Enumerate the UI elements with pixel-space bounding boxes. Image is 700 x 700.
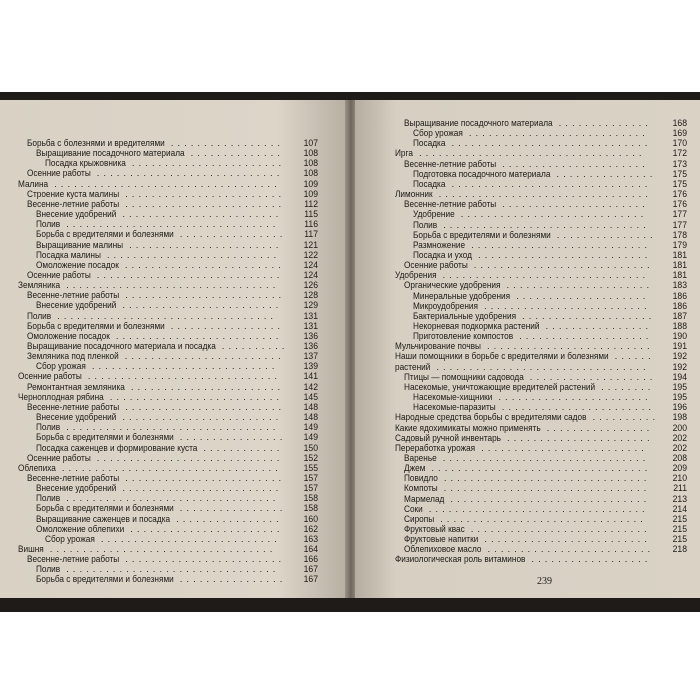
- toc-entry-title: Весенне-летние работы: [404, 199, 497, 211]
- toc-entry-page-number: 128: [303, 290, 318, 302]
- toc-entry-title: Посадка и уход: [413, 249, 473, 261]
- dot-leader: ................................: [66, 493, 280, 505]
- dot-leader: .................................: [57, 310, 278, 322]
- dot-leader: ............................: [96, 452, 284, 464]
- toc-entry-title: Компоты: [404, 483, 438, 495]
- toc-entry-title: Соки: [404, 503, 423, 515]
- toc-entry-page-number: 169: [672, 128, 687, 140]
- dot-leader: ................................: [438, 189, 652, 201]
- toc-entry-title: Наши помощники в борьбе с вредителями и болезнями: [395, 351, 609, 363]
- toc-entry-page-number: 108: [303, 148, 318, 160]
- toc-entry-page-number: 137: [303, 351, 318, 363]
- dot-leader: ................: [179, 432, 287, 444]
- toc-entry-title: Физиологическая роль витаминов: [395, 554, 526, 566]
- toc-entry-page-number: 116: [304, 219, 318, 231]
- dot-leader: ...............................: [442, 452, 650, 464]
- toc-entry-page-number: 170: [672, 138, 687, 150]
- toc-entry-page-number: 162: [303, 523, 318, 535]
- dot-leader: ............................: [460, 209, 648, 221]
- toc-entry-title: Земляника под пленкой: [27, 351, 119, 363]
- toc-entry-page-number: 148: [303, 401, 318, 413]
- toc-entry-title: Омоложение посадок: [27, 330, 110, 342]
- toc-entry-page-number: 215: [672, 524, 687, 535]
- toc-entry-title: Борьба с вредителями и болезнями: [36, 432, 174, 444]
- toc-entry-title: Приготовление компостов: [413, 331, 514, 343]
- toc-entry-page-number: 124: [303, 259, 318, 271]
- toc-entry-title: Полив: [36, 564, 61, 576]
- toc-entry-page-number: 188: [672, 321, 687, 332]
- toc-entry-page-number: 202: [672, 442, 687, 454]
- toc-entry-page-number: 186: [672, 290, 687, 302]
- dot-leader: .........................: [484, 534, 651, 546]
- toc-entry-title: Посадка крыжовника: [45, 158, 126, 170]
- dot-leader: ........................: [125, 198, 286, 210]
- toc-entry-page-number: 131: [303, 310, 318, 322]
- dot-leader: .......................: [130, 381, 285, 393]
- toc-entry-page-number: 215: [672, 513, 687, 525]
- toc-entry-title: Выращивание саженцев и посадка: [36, 513, 171, 525]
- dot-leader: .......................: [498, 392, 652, 404]
- dot-leader: .......................: [131, 158, 286, 170]
- dot-leader: ..........................: [478, 249, 652, 261]
- toc-entry-title: Весенне-летние работы: [27, 554, 120, 566]
- dot-leader: .................................: [61, 462, 282, 474]
- dot-leader: ...............: [556, 229, 657, 241]
- toc-entry-title: Осенние работы: [27, 269, 91, 281]
- dot-leader: ................: [545, 321, 653, 332]
- toc-entry-title: Облепиховое масло: [404, 544, 482, 556]
- toc-entry-page-number: 115: [304, 209, 318, 221]
- dot-leader: ...........................: [471, 239, 652, 251]
- toc-entry-page-number: 152: [303, 452, 318, 464]
- toc-entry-title: Полив: [36, 219, 61, 231]
- toc-entry-title: Сбор урожая: [36, 361, 86, 373]
- dot-leader: ...............................: [440, 513, 647, 525]
- dot-leader: .......................: [129, 239, 283, 251]
- dot-leader: ........................: [124, 351, 285, 363]
- toc-entry-page-number: 141: [303, 371, 318, 383]
- toc-entry-page-number: 192: [672, 351, 687, 363]
- toc-entry-title: Выращивание посадочного материала: [36, 148, 185, 160]
- toc-entry-title: Удобрения: [395, 270, 437, 282]
- toc-entry-title: Минеральные удобрения: [413, 290, 511, 302]
- toc-entry-title: Повидло: [404, 473, 438, 485]
- dot-leader: .........................: [487, 544, 655, 556]
- dot-leader: ...........................: [470, 524, 651, 535]
- toc-entry-page-number: 192: [672, 361, 687, 373]
- toc-entry-title: Борьба с вредителями и болезнями: [36, 503, 174, 515]
- toc-entry-title: Садовый ручной инвентарь: [395, 432, 501, 444]
- toc-entry-title: растений: [395, 361, 431, 373]
- dot-leader: ....................: [519, 331, 653, 343]
- toc-entry-page-number: 200: [672, 422, 687, 434]
- dot-leader: ...............: [556, 168, 657, 180]
- dot-leader: ..................................: [54, 178, 281, 190]
- toc-entry-page-number: 210: [672, 473, 687, 485]
- toc-entry-page-number: 177: [672, 209, 687, 221]
- dot-leader: .........................: [481, 442, 648, 454]
- toc-entry-page-number: 176: [672, 199, 687, 211]
- toc-entry-title: Сбор урожая: [413, 128, 463, 140]
- dot-leader: .......................: [501, 402, 656, 414]
- toc-entry-title: Мульчирование почвы: [395, 341, 481, 353]
- toc-entry-page-number: 218: [672, 544, 687, 556]
- dot-leader: ........................: [125, 290, 286, 302]
- dot-leader: ........................: [125, 472, 286, 484]
- dot-leader: ..................: [531, 554, 652, 566]
- toc-entry-title: Переработка урожая: [395, 442, 476, 454]
- dot-leader: ........................: [124, 259, 285, 271]
- dot-leader: ....................: [522, 310, 656, 322]
- toc-entry-page-number: 142: [303, 381, 318, 393]
- toc-entry-page-number: 139: [303, 361, 318, 373]
- toc-entry-title: Ремонтантная земляника: [27, 381, 125, 393]
- toc-entry-page-number: 166: [303, 554, 318, 566]
- toc-entry-page-number: 214: [672, 503, 687, 515]
- dot-leader: ...............................: [442, 270, 650, 282]
- toc-entry-title: Осенние работы: [27, 168, 91, 180]
- toc-entry-title: Полив: [36, 493, 61, 505]
- toc-entry-page-number: 157: [303, 472, 318, 484]
- toc-entry-page-number: 158: [303, 493, 318, 505]
- toc-entry-title: Некорневая подкормка растений: [413, 321, 540, 332]
- toc-entry-page-number: 158: [303, 503, 318, 515]
- toc-entry-page-number: 176: [672, 189, 687, 201]
- toc-entry-title: Выращивание посадочного материала: [404, 118, 553, 129]
- dot-leader: ................................: [66, 219, 280, 231]
- toc-entry-page-number: 181: [672, 270, 687, 282]
- toc-entry-title: Посадка: [413, 178, 446, 190]
- dot-leader: ...........................: [468, 128, 649, 140]
- toc-entry-page-number: 173: [672, 158, 687, 170]
- toc-entry-title: Весенне-летние работы: [27, 290, 120, 302]
- toc-entry-page-number: 196: [672, 402, 687, 414]
- toc-entry-page-number: 163: [303, 533, 318, 545]
- toc-entry-title: Подготовка посадочного материала: [413, 168, 551, 180]
- toc-entry-title: Ирга: [395, 148, 413, 160]
- toc-entry-page-number: 131: [303, 320, 318, 332]
- dot-leader: ........................: [122, 300, 283, 312]
- toc-entry-title: Полив: [36, 422, 61, 434]
- toc-entry-page-number: 202: [672, 432, 687, 444]
- toc-entry-page-number: 164: [303, 544, 318, 555]
- dot-leader: ...................: [529, 371, 657, 383]
- toc-entry-page-number: 181: [672, 249, 687, 261]
- toc-entry-title: Размножение: [413, 239, 466, 251]
- toc-entry-page-number: 136: [303, 341, 318, 352]
- toc-entry-title: Облепиха: [18, 462, 56, 474]
- toc-entry-title: Весенне-летние работы: [27, 401, 120, 413]
- toc-entry-page-number: 160: [303, 513, 318, 525]
- toc-entry-title: Полив: [413, 219, 438, 231]
- toc-entry-title: Какие ядохимикаты можно применять: [395, 422, 541, 434]
- toc-entry-title: Осенние работы: [18, 371, 82, 383]
- toc-entry-page-number: 157: [303, 483, 318, 495]
- toc-entry-page-number: 187: [672, 310, 687, 322]
- dot-leader: ..........................: [109, 391, 284, 403]
- dot-leader: ................................: [66, 280, 280, 292]
- toc-entry-title: Мармелад: [404, 493, 445, 505]
- toc-entry-page-number: 215: [672, 534, 687, 546]
- dot-leader: ............................: [91, 361, 279, 373]
- toc-entry-page-number: 167: [303, 564, 318, 576]
- toc-entry-page-number: 124: [303, 269, 318, 281]
- dot-leader: .........................: [486, 341, 654, 353]
- toc-entry-page-number: 195: [672, 381, 687, 393]
- toc-entry-title: Земляника: [18, 280, 61, 292]
- toc-entry-title: Сбор урожая: [45, 533, 95, 545]
- toc-entry-title: Фруктовый квас: [404, 524, 465, 535]
- dot-leader: ......: [614, 351, 655, 363]
- dot-leader: ..............: [190, 148, 284, 160]
- toc-entry-title: Птицы — помощники садовода: [404, 371, 524, 383]
- toc-entry-page-number: 145: [303, 391, 318, 403]
- toc-entry-title: Посадка саженцев и формирование куста: [36, 442, 198, 454]
- dot-leader: ...............................: [443, 219, 650, 231]
- right-page: [355, 100, 700, 598]
- dot-leader: ......................: [506, 280, 654, 292]
- toc-entry-title: Джем: [404, 463, 426, 475]
- toc-entry-title: Сиропы: [404, 513, 435, 525]
- dot-leader: ........................: [125, 401, 286, 413]
- toc-entry: [395, 554, 687, 565]
- toc-entry-page-number: 108: [303, 158, 318, 170]
- toc-entry-title: Бактериальные удобрения: [413, 310, 517, 322]
- toc-entry-page-number: 211: [673, 483, 687, 495]
- dot-leader: ..........: [592, 412, 660, 424]
- toc-entry-title: Народные средства борьбы с вредителями садов: [395, 412, 587, 424]
- toc-entry-title: Внесение удобрений: [36, 209, 117, 221]
- toc-entry-title: Микроудобрения: [413, 300, 478, 312]
- page-number-folio: 239: [537, 576, 552, 587]
- dot-leader: ................................: [436, 361, 650, 373]
- toc-entry-title: Выращивание малины: [36, 239, 124, 251]
- dot-leader: ..............: [558, 118, 652, 129]
- toc-entry-title: Органические удобрения: [404, 280, 501, 292]
- toc-entry-page-number: 148: [303, 412, 318, 424]
- toc-entry-title: Внесение удобрений: [36, 300, 117, 312]
- dot-leader: ........................: [122, 412, 283, 424]
- toc-entry-page-number: 109: [303, 178, 318, 190]
- toc-entry-title: Борьба с вредителями и болезнями: [36, 574, 174, 586]
- dot-leader: ...........................: [100, 533, 281, 545]
- toc-entry-title: Черноплодная рябина: [18, 391, 104, 403]
- dot-leader: .................: [170, 138, 285, 149]
- dot-leader: ..............................: [450, 493, 651, 505]
- toc-entry-page-number: 122: [303, 249, 318, 261]
- toc-entry-title: Выращивание посадочного материала и посадка: [27, 341, 216, 352]
- dot-leader: .............................: [87, 371, 282, 383]
- left-page: [0, 100, 347, 598]
- toc-entry-page-number: 108: [303, 168, 318, 180]
- dot-leader: ...............................: [443, 483, 651, 495]
- toc-entry-title: Осенние работы: [404, 260, 468, 272]
- dot-leader: ................: [179, 574, 287, 586]
- toc-entry-title: Осенние работы: [27, 452, 91, 464]
- dot-leader: ........................: [125, 554, 286, 566]
- dot-leader: ................................: [66, 422, 280, 434]
- dot-leader: ................: [179, 503, 287, 515]
- toc-entry-title: Полив: [27, 310, 52, 322]
- toc-entry-title: Строение куста малины: [27, 188, 120, 200]
- dot-leader: ................................: [66, 564, 280, 576]
- toc-entry-page-number: 183: [672, 280, 687, 292]
- toc-entry-page-number: 175: [672, 168, 687, 180]
- toc-entry-title: Малина: [18, 178, 49, 190]
- dot-leader: ..............................: [451, 138, 652, 150]
- toc-entry-page-number: 109: [303, 188, 318, 200]
- toc-entry-title: Борьба с вредителями и болезнями: [27, 320, 165, 332]
- dot-leader: .........................: [115, 330, 283, 342]
- toc-entry-title: Лимонник: [395, 189, 433, 201]
- toc-entry-title: Внесение удобрений: [36, 412, 117, 424]
- toc-entry-title: Вишня: [18, 544, 44, 555]
- toc-entry-page-number: 107: [303, 138, 318, 149]
- toc-entry-title: Омоложение посадок: [36, 259, 119, 271]
- toc-entry-title: Борьба с болезнями и вредителями: [27, 138, 165, 149]
- toc-entry-title: Весенне-летние работы: [404, 158, 497, 170]
- toc-entry-page-number: 195: [672, 392, 687, 404]
- dot-leader: ........................: [122, 209, 283, 221]
- dot-leader: ............: [203, 442, 284, 454]
- toc-entry-page-number: 181: [672, 260, 687, 272]
- dot-leader: ......................: [502, 199, 649, 211]
- toc-entry-page-number: 190: [672, 331, 687, 343]
- toc-entry-title: Борьба с вредителями и болезнями: [413, 229, 551, 241]
- toc-entry-title: Удобрение: [413, 209, 455, 221]
- toc-entry-page-number: 126: [303, 280, 318, 292]
- toc-entry-title: Насекомые, уничтожающие вредителей растений: [404, 381, 596, 393]
- dot-leader: ................: [179, 229, 287, 241]
- dot-leader: ......................: [506, 432, 654, 444]
- toc-entry-page-number: 149: [303, 422, 318, 434]
- toc-entry-page-number: 178: [672, 229, 687, 241]
- toc-entry-page-number: 213: [672, 493, 687, 505]
- toc-entry-title: Омоложение облепихи: [36, 523, 125, 535]
- dot-leader: .......................: [130, 523, 284, 535]
- dot-leader: ....................: [516, 290, 650, 302]
- toc-entry-page-number: 149: [303, 432, 318, 444]
- dot-leader: ..................................: [418, 148, 646, 160]
- dot-leader: ..........................: [106, 249, 281, 261]
- toc-entry-page-number: 191: [672, 341, 687, 353]
- toc-entry-title: Посадка: [413, 138, 446, 150]
- toc-entry-page-number: 168: [672, 118, 687, 129]
- toc-entry-page-number: 155: [303, 462, 318, 474]
- dot-leader: .................................: [431, 463, 652, 475]
- dot-leader: .................: [170, 320, 285, 332]
- toc-entry-page-number: 117: [304, 229, 318, 241]
- toc-entry-page-number: 112: [304, 198, 318, 210]
- toc-entry-title: Посадка малины: [36, 249, 101, 261]
- dot-leader: ................: [176, 513, 283, 525]
- toc-entry-page-number: 177: [672, 219, 687, 231]
- toc-entry-page-number: 179: [672, 239, 687, 251]
- toc-entry-page-number: 172: [672, 148, 687, 160]
- right-table-of-contents: [355, 100, 700, 598]
- dot-leader: ..............................: [451, 178, 652, 190]
- toc-entry-title: Внесение удобрений: [36, 483, 117, 495]
- dot-leader: ...............................: [443, 473, 651, 485]
- toc-entry-page-number: 150: [303, 442, 318, 454]
- toc-entry-title: Насекомые-паразиты: [413, 402, 496, 414]
- dot-leader: .................................: [428, 503, 649, 515]
- toc-entry-page-number: 175: [672, 178, 687, 190]
- dot-leader: ...........................: [473, 260, 654, 272]
- dot-leader: ........................: [122, 483, 283, 495]
- toc-entry: [36, 574, 318, 585]
- toc-entry-title: Весенне-летние работы: [27, 198, 120, 210]
- toc-entry-page-number: 208: [672, 452, 687, 464]
- toc-entry-page-number: 198: [672, 412, 687, 424]
- dot-leader: ................: [546, 422, 654, 434]
- left-table-of-contents: [0, 100, 347, 598]
- toc-entry-title: Весенне-летние работы: [27, 472, 120, 484]
- dot-leader: ............................: [96, 168, 284, 180]
- toc-entry-page-number: 209: [672, 463, 687, 475]
- dot-leader: ........: [601, 381, 655, 393]
- toc-entry-title: Варенье: [404, 452, 437, 464]
- toc-entry-page-number: 136: [303, 330, 318, 342]
- dot-leader: .........................: [483, 300, 651, 312]
- dot-leader: ..................................: [49, 544, 277, 555]
- dot-leader: ............................: [96, 269, 284, 281]
- toc-entry-page-number: 129: [303, 300, 318, 312]
- toc-entry-page-number: 194: [672, 371, 687, 383]
- toc-entry-title: Фруктовые напитки: [404, 534, 479, 546]
- toc-entry-page-number: 121: [303, 239, 318, 251]
- toc-entry-title: Насекомые-хищники: [413, 392, 493, 404]
- dot-leader: ..........: [221, 341, 289, 352]
- toc-entry-title: Борьба с вредителями и болезнями: [36, 229, 174, 241]
- toc-entry-page-number: 167: [303, 574, 318, 586]
- toc-entry-page-number: 186: [672, 300, 687, 312]
- dot-leader: ......................: [502, 158, 649, 170]
- dot-leader: ........................: [125, 188, 286, 200]
